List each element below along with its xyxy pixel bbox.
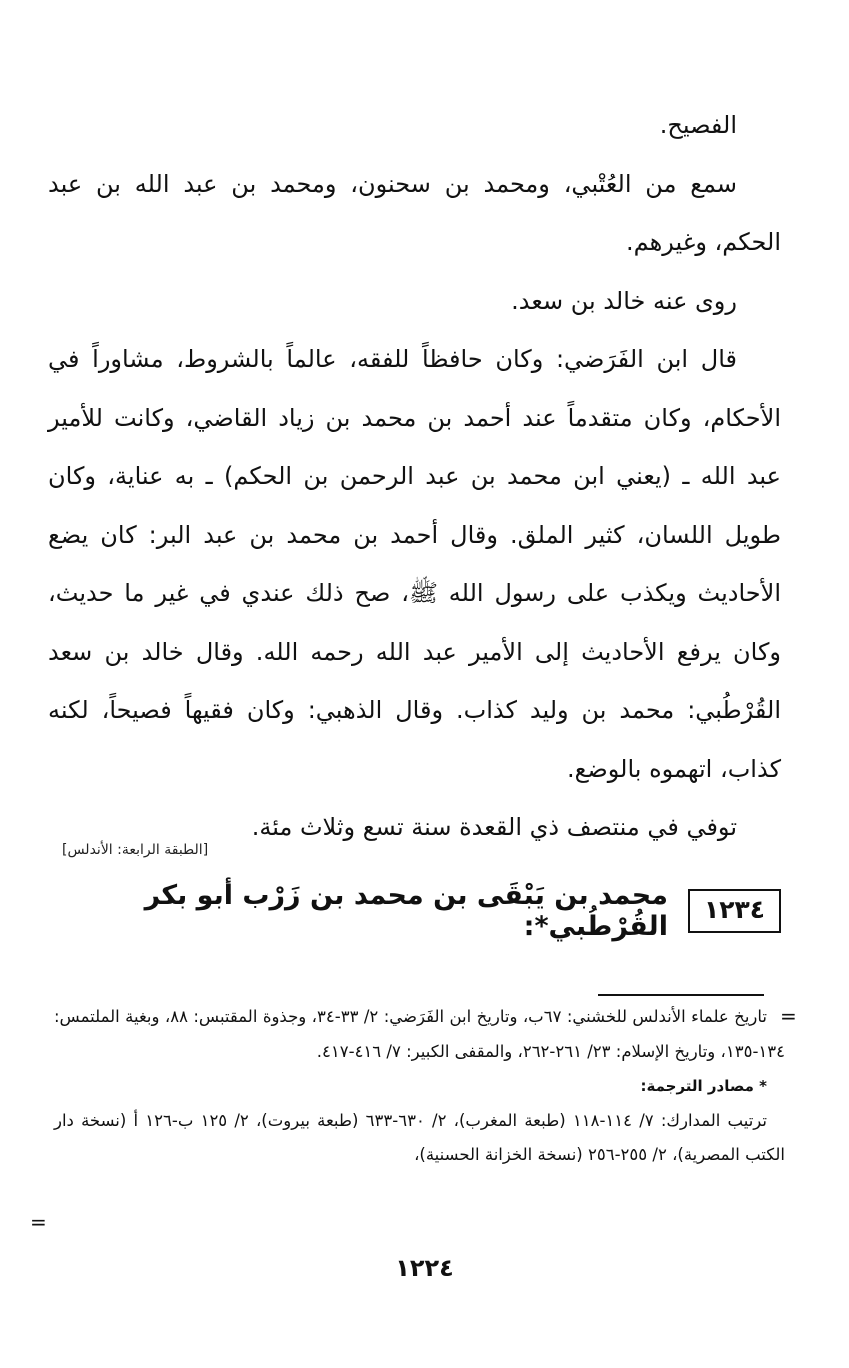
footnotes xyxy=(54,1000,785,1173)
paragraph-teachers: سمع من العُتْبي، ومحمد بن سحنون، ومحمد بن عبد الله بن عبد الحكم، وغيرهم. xyxy=(48,169,781,256)
footnote-divider xyxy=(598,994,764,996)
footnote-end-mark: = xyxy=(30,1210,47,1234)
entry-heading xyxy=(0,880,781,942)
footnote-continuation-mark: = xyxy=(780,1004,797,1028)
page-number: ١٢٢٤ xyxy=(395,1254,454,1282)
footnote-continued-text: تاريخ علماء الأندلس للخشني: ٦٧ب، وتاريخ ابن الفَرَضي: ٢/ ٣٣-٣٤، وجذوة المقتبس: ٨٨، وبغية الملتمس: ١٣٤-١٣٥، وتاريخ الإسلام: ٢٣/ ٢٦١-٢٦٢، والمقفى الكبير: ٧/ ٤١٦-٤١٧. xyxy=(54,1007,785,1061)
biography-body xyxy=(48,96,781,857)
paragraph-continued-ending: الفصيح. xyxy=(659,111,737,139)
paragraph-students: روى عنه خالد بن سعد. xyxy=(511,286,737,315)
entry-title: محمد بن يَبْقَى بن محمد بن زَرْب أبو بكر القُرْطُبي*: xyxy=(144,880,668,942)
paragraph-assessment: قال ابن الفَرَضي: وكان حافظاً للفقه، عالماً بالشروط، مشاوراً في الأحكام، وكان متقدماً عند أحمد بن محمد بن زياد القاضي، وكانت للأمير عبد الله ـ (يعني ابن محمد بن عبد الرحمن بن الحكم) ـ به عناية، وكان طويل اللسان، كثير الملق. وقال أحمد بن محمد بن عبد البر: كان يضع الأحاديث ويكذب على رسول الله ﷺ، صح ذلك عندي في غير ما حديث، وكان يرفع الأحاديث إلى الأمير عبد الله رحمه الله. وقال خالد بن سعد القُرْطُبي: محمد بن وليد كذاب. وقال الذهبي: وكان فقيهاً فصيحاً، لكنه كذاب، اتهموه بالوضع. xyxy=(48,345,781,783)
entry-number-box: ١٢٣٤ xyxy=(688,889,781,933)
footnote-sources-heading: * مصادر الترجمة: xyxy=(640,1077,767,1095)
paragraph-death: توفي في منتصف ذي القعدة سنة تسع وثلاث مئة. xyxy=(251,813,737,841)
section-tag: [الطبقة الرابعة: الأندلس] xyxy=(62,842,209,858)
footnote-sources-text: ترتيب المدارك: ٧/ ١١٤-١١٨ (طبعة المغرب)، ٢/ ٦٣٠-٦٣٣ (طبعة بيروت)، ٢/ ١٢٥ ب-١٢٦ أ (نسخة دار الكتب المصرية)، ٢/ ٢٥٥-٢٥٦ (نسخة الخزانة الحسنية)، xyxy=(54,1110,785,1164)
